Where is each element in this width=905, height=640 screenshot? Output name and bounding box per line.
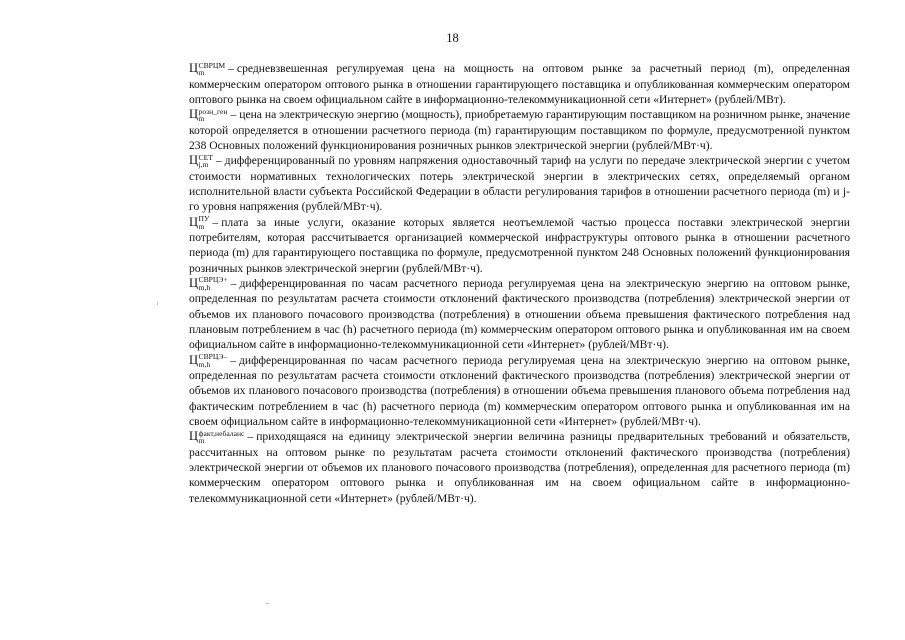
- definition-dash: –: [230, 108, 237, 122]
- definition-dash: –: [247, 430, 254, 444]
- definition-dash: –: [215, 154, 222, 168]
- symbol-superscript: ПУ: [198, 214, 210, 224]
- symbol-subscript: m: [198, 436, 205, 446]
- symbol-superscript: СЕТ: [198, 152, 213, 162]
- page-number: 18: [446, 31, 459, 45]
- definition-item: [189, 61, 850, 107]
- price-symbol: Ц СЕТ j,m: [189, 152, 213, 170]
- definitions-list: [189, 61, 850, 506]
- price-symbol: Ц факт,небаланс m: [189, 428, 245, 446]
- definition-item: [189, 215, 850, 276]
- definition-text: средневзвешенная регулируемая цена на мощность на оптовом рынке за расчетный период (m), определенная коммерческим оператором оптового рынка в отношении гарантирующего поставщика и опубликованная коммерческим оператором оптового рынка на своем официальном сайте в информационно-телекоммуникационной сети «Интернет» (рублей/МВт).: [189, 62, 850, 106]
- definition-text: приходящаяся на единицу электрической энергии величина разницы предварительных требований и обязательств, рассчитанных на оптовом рынке по результатам расчета стоимости отклонений фактического производства (потребления) электрической энергии от объемов их планового почасового производства (потребления), определенная для расчетного периода (m) коммерческим оператором оптового рынка и опубликованная им на своем официальном сайте в информационно-телекоммуникационной сети «Интернет» (рублей/МВт·ч).: [189, 430, 850, 505]
- definition-item: [189, 353, 850, 430]
- definition-text: дифференцированная по часам расчетного периода регулируемая цена на электрическую энергию на оптовом рынке, определенная по результатам расчета стоимости отклонений фактического производства (потребления) электрической энергии от объемов их планового почасового производства (потребления) в отношении объема превышения планового объема потребления над фактическим потреблением в час (h) расчетного периода (m) коммерческим оператором оптового рынка и опубликованная им на своем официальном сайте в информационно-телекоммуникационной сети «Интернет» (рублей/МВт·ч).: [189, 353, 850, 429]
- symbol-subscript: m: [198, 114, 205, 124]
- scan-speck: [266, 603, 269, 604]
- symbol-superscript: розн_ген: [198, 106, 228, 116]
- definition-item: [189, 107, 850, 153]
- price-symbol: Ц СВРЦЭ– m,h: [189, 352, 228, 369]
- symbol-subscript: m,h: [198, 282, 211, 292]
- definition-text: плата за иные услуги, оказание которых является неотъемлемой частью процесса поставки электрической энергии потребителям, которая рассчитывается организацией коммерческой инфраструктуры оптового рынка в отношении расчетного периода (m) для гарантирующего поставщика по формуле, предусмотренной пунктом 248 Основных положений функционирования розничных рынков электрической энергии (рублей/МВт·ч).: [189, 215, 850, 275]
- definition-text: цена на электрическую энергию (мощность), приобретаемую гарантирующим поставщиком на розничном рынке, значение которой определяется в отношении расчетного периода (m) гарантирующим поставщиком по формуле, предусмотренной пунктом 238 Основных положений функционирования розничных рынков электрической энергии (рублей/МВт·ч).: [189, 108, 850, 152]
- definition-dash: –: [230, 276, 237, 290]
- price-symbol: Ц СВРЦМ m: [189, 60, 226, 77]
- definition-dash: –: [230, 353, 236, 367]
- definition-item: [189, 153, 850, 214]
- symbol-superscript: СВРЦМ: [198, 60, 226, 70]
- definition-item: [189, 429, 850, 506]
- definition-text: дифференцированная по часам расчетного периода регулируемая цена на электрическую энергию на оптовом рынке, определенная по результатам расчета стоимости отклонений фактического производства (потребления) электрической энергии от объемов их планового почасового производства (потребления) в отношении объема превышения фактического потребления над плановым потреблением в час (h) расчетного периода (m) коммерческим оператором оптового рынка и опубликованная им на своем официальном сайте в информационно-телекоммуникационной сети «Интернет» (рублей/МВт·ч).: [189, 276, 850, 352]
- definition-dash: –: [228, 62, 234, 75]
- price-symbol: Ц СВРЦЭ+ m,h: [189, 275, 228, 292]
- definition-text: дифференцированный по уровням напряжения одноставочный тариф на услуги по передаче электрической энергии с учетом стоимости нормативных технологических потерь электрической энергии в электрических сетях, определяемый органом исполнительной власти субъекта Российской Федерации в области регулирования тарифов в отношении расчетного периода (m) и j-го уровня напряжения (рублей/МВт·ч).: [189, 154, 850, 214]
- price-symbol: Ц розн_ген m: [189, 106, 228, 124]
- scan-speck: [157, 302, 158, 305]
- symbol-subscript: m: [198, 221, 205, 231]
- symbol-subscript: j,m: [198, 160, 209, 170]
- definition-item: [189, 276, 850, 353]
- symbol-subscript: m,h: [198, 359, 211, 369]
- definition-dash: –: [212, 215, 219, 229]
- symbol-superscript: СВРЦЭ–: [198, 352, 228, 362]
- symbol-superscript: факт,небаланс: [198, 428, 245, 438]
- symbol-subscript: m: [198, 68, 205, 77]
- price-symbol: Ц ПУ m: [189, 214, 210, 231]
- symbol-superscript: СВРЦЭ+: [198, 275, 228, 285]
